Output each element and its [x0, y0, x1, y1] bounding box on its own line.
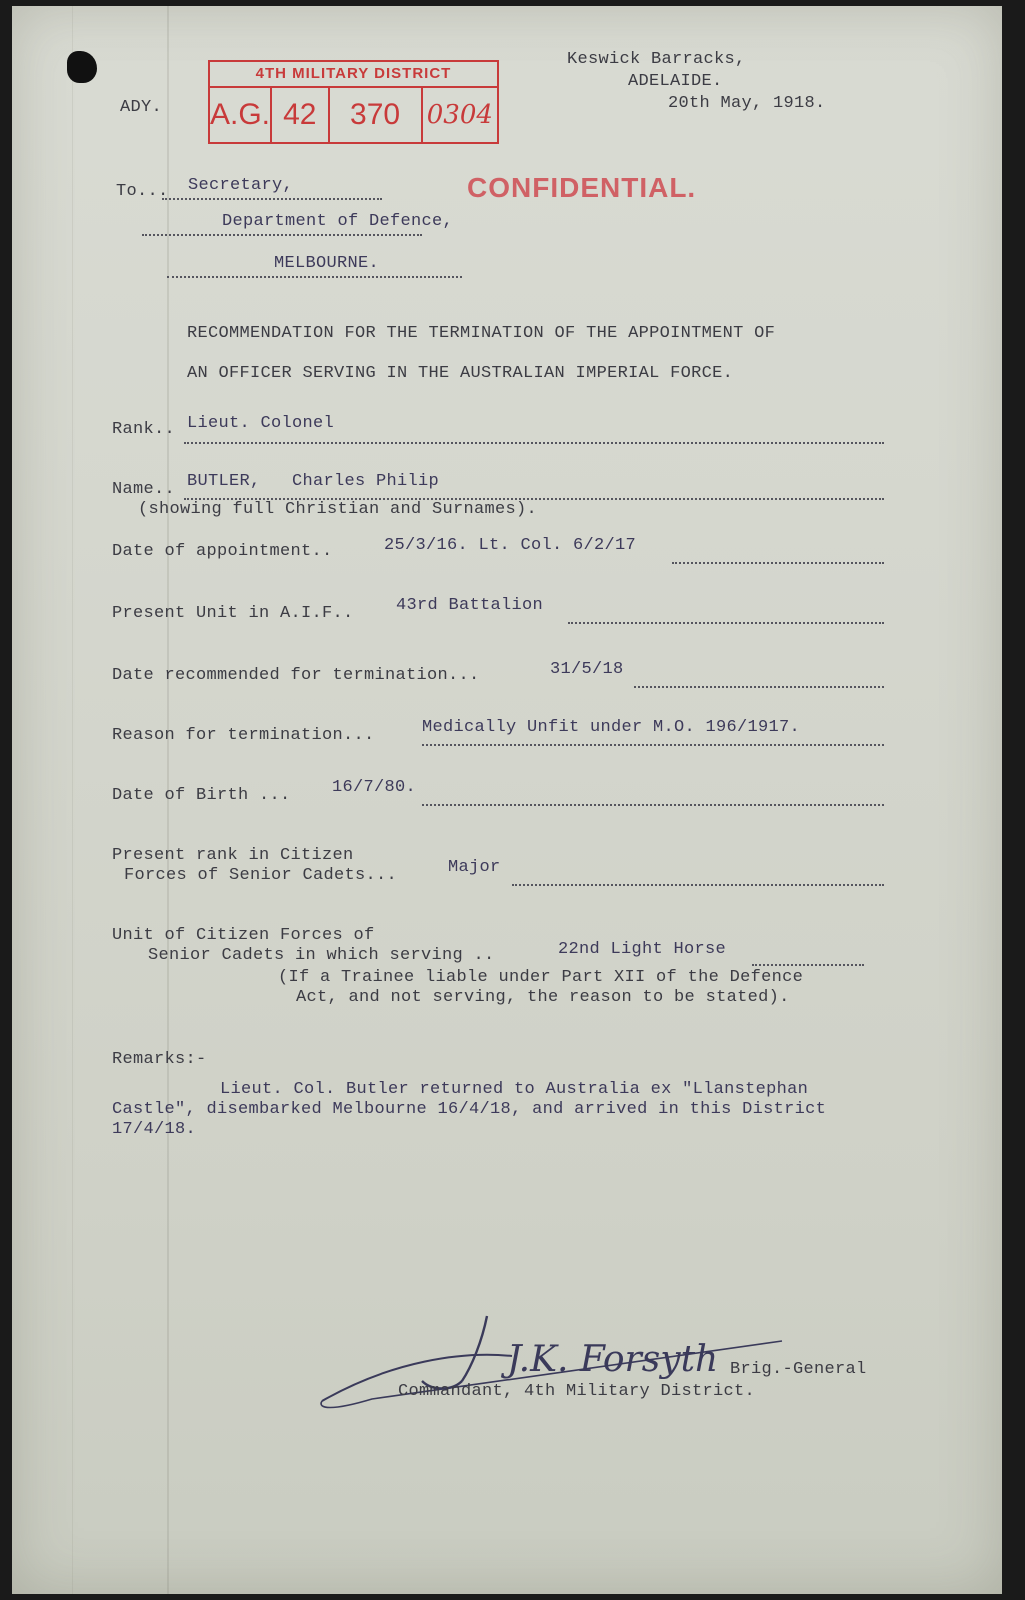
name-note: (showing full Christian and Surnames).	[138, 500, 538, 519]
address-line-1: Keswick Barracks,	[567, 50, 746, 69]
citizen-unit-note-1: (If a Trainee liable under Part XII of the Defence	[278, 968, 804, 987]
dotted-line	[422, 744, 884, 746]
dotted-line	[422, 804, 884, 806]
citizen-unit-label-2: Senior Cadets in which serving ..	[148, 946, 495, 965]
citizen-rank-label-2: Forces of Senior Cadets...	[124, 866, 398, 885]
addressee-line-2: Department of Defence,	[222, 212, 454, 231]
citizen-unit-note-2: Act, and not serving, the reason to be stated).	[296, 988, 790, 1007]
paper-damage	[67, 51, 97, 83]
handwritten-signature	[312, 1301, 792, 1421]
document-date: 20th May, 1918.	[668, 94, 826, 113]
appointment-date-label: Date of appointment..	[112, 542, 333, 561]
remarks-label: Remarks:-	[112, 1050, 207, 1069]
rank-value: Lieut. Colonel	[187, 414, 335, 433]
dotted-line	[672, 562, 884, 564]
stamp-cell: A.G.	[210, 88, 272, 142]
rank-label: Rank..	[112, 420, 176, 439]
dotted-line	[752, 964, 864, 966]
dotted-line	[162, 198, 382, 200]
addressee-line-1: Secretary,	[188, 176, 294, 195]
reason-label: Reason for termination...	[112, 726, 375, 745]
address-line-2: ADELAIDE.	[628, 72, 723, 91]
appointment-date-value: 25/3/16. Lt. Col. 6/2/17	[384, 536, 637, 555]
dotted-line	[568, 622, 884, 624]
citizen-rank-value: Major	[448, 858, 501, 877]
signature-text: J.K. Forsyth	[507, 1339, 719, 1380]
reason-value: Medically Unfit under M.O. 196/1917.	[422, 718, 801, 737]
dotted-line	[167, 276, 462, 278]
remarks-line-2: Castle", disembarked Melbourne 16/4/18, and arrived in this District	[112, 1100, 827, 1119]
birth-date-label: Date of Birth ...	[112, 786, 291, 805]
birth-date-value: 16/7/80.	[332, 778, 417, 797]
paper-fold	[72, 6, 73, 1594]
name-value: BUTLER, Charles Philip	[187, 472, 440, 491]
date-recommended-value: 31/5/18	[550, 660, 624, 679]
document-page	[12, 6, 1002, 1594]
citizen-unit-label-1: Unit of Citizen Forces of	[112, 926, 375, 945]
dotted-line	[634, 686, 884, 688]
present-unit-value: 43rd Battalion	[396, 596, 544, 615]
ready-label: ADY.	[120, 98, 163, 117]
heading-line-1: RECOMMENDATION FOR THE TERMINATION OF THE APPOINTMENT OF	[187, 324, 776, 343]
present-unit-label: Present Unit in A.I.F..	[112, 604, 354, 623]
dotted-line	[184, 442, 884, 444]
citizen-rank-label-1: Present rank in Citizen	[112, 846, 354, 865]
dotted-line	[512, 884, 884, 886]
signatory-title: Commandant, 4th Military District.	[398, 1382, 756, 1401]
signatory-rank: Brig.-General	[730, 1360, 867, 1379]
dotted-line	[142, 234, 422, 236]
name-label: Name..	[112, 480, 176, 499]
stamp-cell: 42	[272, 88, 330, 142]
citizen-unit-value: 22nd Light Horse	[558, 940, 727, 959]
remarks-line-3: 17/4/18.	[112, 1120, 197, 1139]
confidential-stamp: CONFIDENTIAL.	[467, 172, 697, 203]
stamp-cell: 370	[330, 88, 423, 142]
heading-line-2: AN OFFICER SERVING IN THE AUSTRALIAN IMPERIAL FORCE.	[187, 364, 734, 383]
addressee-line-3: MELBOURNE.	[274, 254, 380, 273]
stamp-cell: 0304	[426, 100, 493, 130]
stamp-title: 4TH MILITARY DISTRICT	[210, 62, 497, 88]
date-recommended-label: Date recommended for termination...	[112, 666, 480, 685]
to-label: To...	[116, 182, 169, 201]
remarks-line-1: Lieut. Col. Butler returned to Australia ex "Llanstephan	[220, 1080, 809, 1099]
stamp-row	[210, 88, 497, 142]
registry-stamp	[208, 60, 499, 144]
